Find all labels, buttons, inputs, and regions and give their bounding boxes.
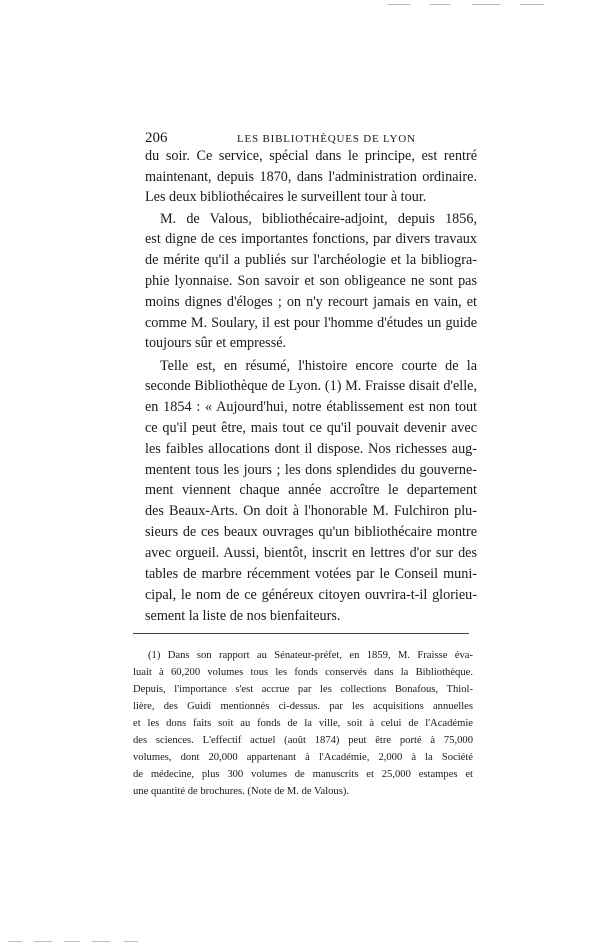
scan-edge-mark	[124, 941, 138, 942]
text-line: tables de marbre récemment votées par le Conseil muni-	[145, 566, 477, 582]
text-line: du soir. Ce service, spécial dans le principe, est rentré	[145, 148, 477, 164]
page-header	[145, 130, 477, 148]
text-line: sieurs de ces beaux ouvrages qu'un bibliothécaire montre	[145, 524, 477, 540]
footnote-line: lière, des Guidi mentionnés ci-dessus. par les acquisitions annuelles	[133, 701, 473, 712]
text-line: mentent tous les jours ; les dons splendides du gouverne-	[145, 462, 477, 478]
text-line: des Beaux-Arts. On doit à l'honorable M. Fulchiron plu-	[145, 503, 477, 519]
scan-edge-mark	[92, 941, 110, 942]
text-line: est digne de ces importantes fonctions, par divers travaux	[145, 231, 477, 247]
text-line: ce qu'il peut être, mais tout ce qu'il pouvait devenir avec	[145, 420, 477, 436]
scan-edge-mark	[430, 4, 450, 5]
text-line: M. de Valous, bibliothécaire-adjoint, depuis 1856,	[160, 211, 477, 227]
text-line: ment viennent chaque année accroître le departement	[145, 482, 477, 498]
scan-edge-mark	[64, 941, 80, 942]
text-line: cipal, le nom de ce généreux citoyen ouvrira-t-il glorieu-	[145, 587, 477, 603]
footnote-line: (1) Dans son rapport au Sénateur-préfet, en 1859, M. Fraisse éva-	[148, 650, 473, 661]
scan-edge-mark	[34, 941, 52, 942]
footnote-line: une quantité de brochures. (Note de M. de Valous).	[133, 786, 350, 797]
footnote-line: de médecine, plus 300 volumes de manuscrits et 25,000 estampes et	[133, 769, 473, 780]
footnote-line: luait à 60,200 volumes tous les fonds conservés dans la Bibliothèque.	[133, 667, 473, 678]
page-number: 206	[145, 130, 168, 146]
scan-edge-mark	[388, 4, 410, 5]
text-line: en 1854 : « Aujourd'hui, notre établissement est non tout	[145, 399, 477, 415]
footnote-separator	[133, 633, 469, 634]
footnote-line: des sciences. L'effectif actuel (août 1874) peut être porté à 75,000	[133, 735, 473, 746]
text-line: de mérite qu'il a publiés sur l'archéologie et la bibliogra-	[145, 252, 477, 268]
scan-edge-mark	[520, 4, 544, 5]
running-title: LES BIBLIOTHÈQUES DE LYON	[237, 133, 416, 145]
text-line: maintenant, depuis 1870, dans l'administration ordinaire.	[145, 169, 477, 185]
text-line: phie lyonnaise. Son savoir et son obligeance ne sont pas	[145, 273, 477, 289]
text-line: Les deux bibliothécaires le surveillent tour à tour.	[145, 189, 427, 205]
text-line: seconde Bibliothèque de Lyon. (1) M. Fraisse disait d'elle,	[145, 378, 477, 394]
footnote-line: Depuis, l'importance s'est accrue par les collections Bonafous, Thiol-	[133, 684, 473, 695]
text-line: moins dignes d'éloges ; on n'y recourt jamais en vain, et	[145, 294, 477, 310]
text-line: les faibles allocations dont il dispose. Nos richesses aug-	[145, 441, 477, 457]
text-line: avec orgueil. Aussi, bientôt, inscrit en lettres d'or sur des	[145, 545, 477, 561]
text-line: sement la liste de nos bienfaiteurs.	[145, 608, 341, 624]
text-line: Telle est, en résumé, l'histoire encore courte de la	[160, 358, 477, 374]
scan-edge-mark	[8, 941, 22, 942]
text-line: comme M. Soulary, il est pour l'homme d'études un guide	[145, 315, 477, 331]
footnote-line: et les dons faits soit au fonds de la ville, soit à celui de l'Académie	[133, 718, 473, 729]
footnote-line: volumes, dont 20,000 appartenant à l'Académie, 2,000 à la Société	[133, 752, 473, 763]
scan-edge-mark	[472, 4, 500, 5]
text-line: toujours sûr et empressé.	[145, 335, 287, 351]
